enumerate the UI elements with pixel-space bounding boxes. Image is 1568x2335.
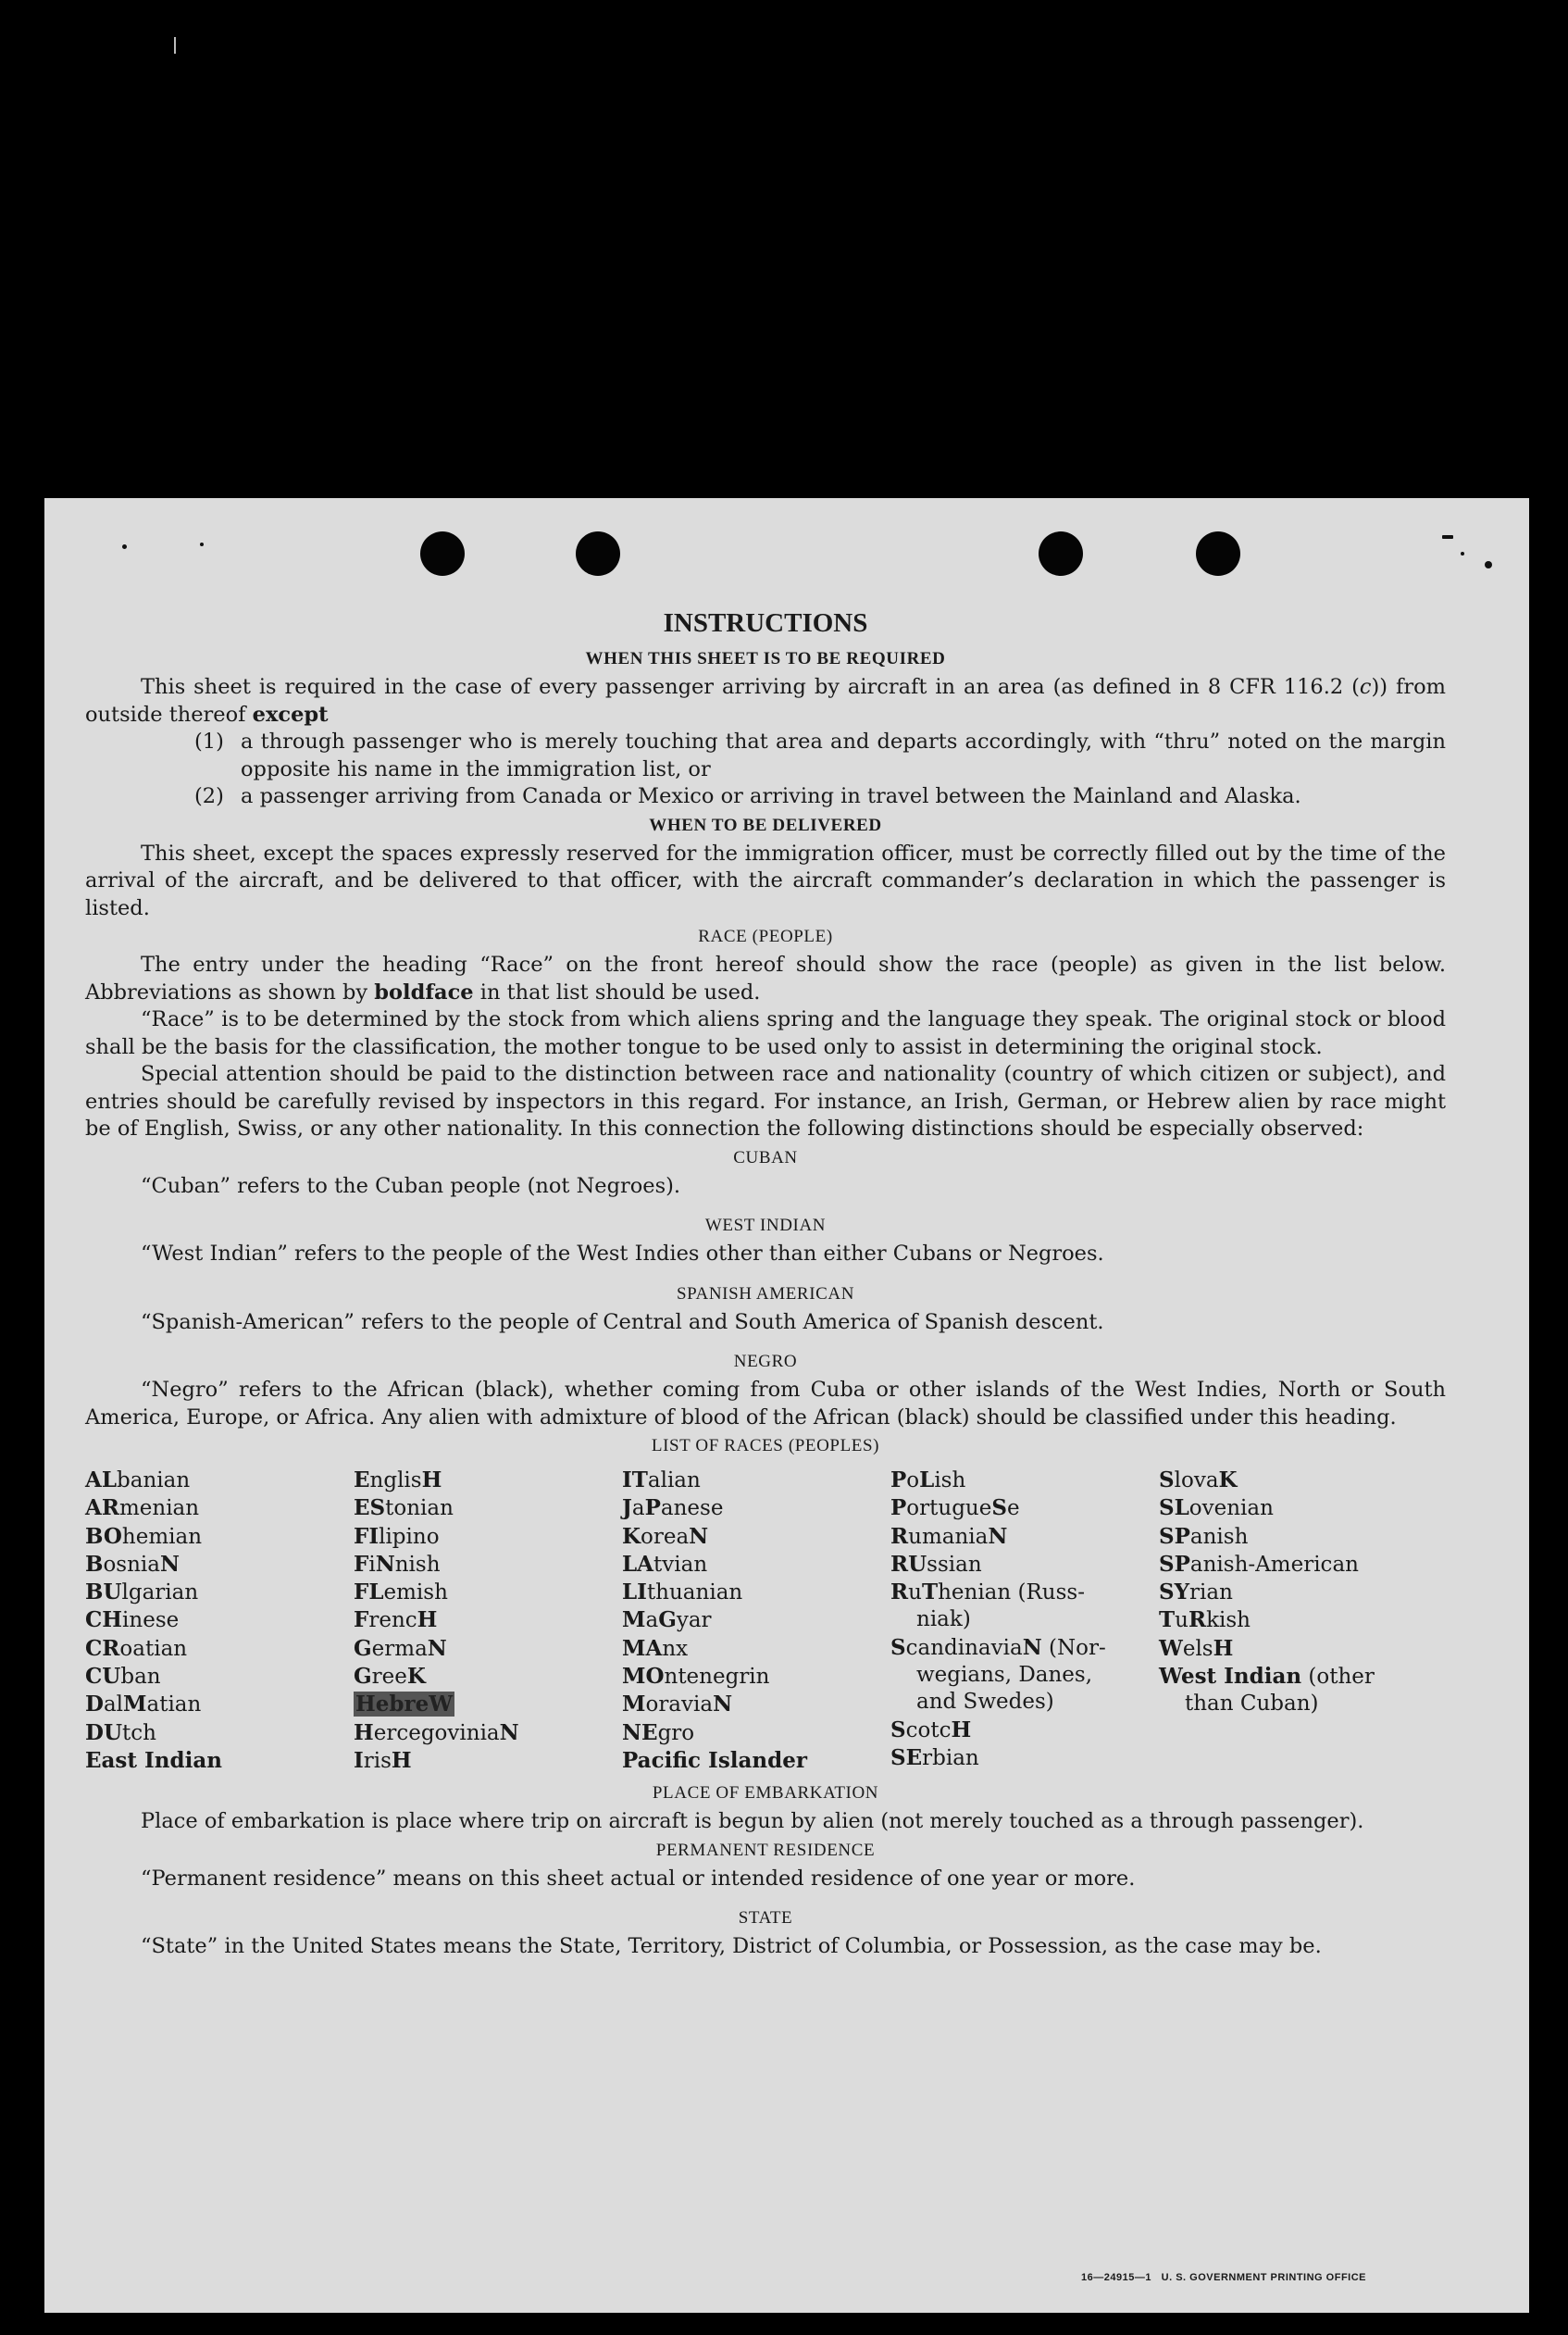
race-text: (other <box>1301 1665 1375 1690</box>
race-entry <box>1159 1606 1427 1634</box>
intro-text: This sheet is required in the case of every passenger arriving by aircraft in an area (as defined in 8 CFR 116.2 ( <box>141 675 1360 699</box>
race-abbreviation: P <box>644 1495 661 1521</box>
race-abbreviation: SE <box>890 1744 923 1770</box>
races-column <box>622 1467 890 1775</box>
race-abbreviation: G <box>658 1607 677 1633</box>
race-abbreviation: FI <box>354 1523 380 1549</box>
race-entry <box>354 1663 622 1691</box>
race-abbreviation: SL <box>1159 1495 1189 1521</box>
heading-when-required: WHEN THIS SHEET IS TO BE REQUIRED <box>585 649 946 668</box>
form-number: 16—24915—1 <box>1081 2272 1151 2283</box>
exception-item-1 <box>194 729 1446 783</box>
race-abbreviation: S <box>1159 1467 1175 1492</box>
race-entry <box>890 1662 1159 1689</box>
race-text: al <box>103 1692 124 1717</box>
race-abbreviation: P <box>890 1495 907 1521</box>
race-entry <box>85 1467 354 1494</box>
race-entry <box>354 1579 622 1606</box>
race-text: cotc <box>905 1717 952 1742</box>
race-abbreviation: H <box>951 1717 972 1742</box>
punch-hole <box>1039 531 1083 576</box>
race-text: ovenian <box>1188 1496 1274 1521</box>
race-text: rbian <box>922 1745 979 1770</box>
race-abbreviation: RU <box>890 1551 927 1577</box>
race-abbreviation: F <box>354 1607 369 1633</box>
intro-bold: except <box>252 702 329 727</box>
race-text: thuanian <box>646 1580 743 1605</box>
race-text: tch <box>122 1720 156 1745</box>
race-entry <box>622 1523 890 1551</box>
race-text: emish <box>383 1580 448 1605</box>
race-text: nx <box>662 1636 689 1661</box>
race-text: orea <box>641 1524 690 1549</box>
race-abbreviation: DU <box>85 1719 123 1745</box>
race-text: henian (Russ- <box>938 1580 1085 1605</box>
race-text: alian <box>647 1468 701 1492</box>
intro-italic: c <box>1359 675 1372 699</box>
race-text: banian <box>117 1468 191 1492</box>
race-abbreviation: CH <box>85 1607 123 1633</box>
race-text: oravia <box>645 1692 714 1717</box>
race-abbreviation: R <box>890 1580 909 1605</box>
race-entry <box>85 1494 354 1522</box>
race-abbreviation: S <box>991 1495 1007 1521</box>
footer-code <box>1081 2272 1366 2283</box>
race-text: ortugue <box>906 1496 992 1521</box>
race-text: tvian <box>653 1552 708 1577</box>
race-entry <box>890 1467 1159 1494</box>
race-abbreviation: T <box>921 1580 939 1605</box>
race-text: erma <box>371 1636 428 1661</box>
race-text: menian <box>118 1496 200 1521</box>
race-text: ssian <box>927 1552 982 1577</box>
race-abbreviation: West Indian <box>1159 1664 1302 1690</box>
item-number: (1) <box>194 730 224 754</box>
race-abbreviation: R <box>890 1523 909 1549</box>
when-required-intro <box>85 674 1446 729</box>
race-text: tonian <box>385 1496 454 1521</box>
item-text: a passenger arriving from Canada or Mexico or arriving in travel between the Mainland and Alaska. <box>241 784 1301 808</box>
race-abbreviation: H <box>1213 1635 1234 1661</box>
race-text: ban <box>120 1665 161 1690</box>
race-text: atian <box>146 1692 202 1717</box>
race-entry <box>1159 1494 1427 1522</box>
race-entry <box>85 1691 354 1718</box>
race-entry <box>1159 1551 1427 1579</box>
race-text: The entry under the heading “Race” on the front hereof should show the race (people) as given in the list below. Abbreviations as shown by <box>85 953 1446 1005</box>
heading-cuban: CUBAN <box>733 1147 798 1168</box>
intro-text: )) from outside thereof <box>85 675 1446 727</box>
heading-race: RACE (PEOPLE) <box>698 927 833 946</box>
races-list <box>85 1467 1446 1775</box>
race-abbreviation: CR <box>85 1635 120 1661</box>
race-text: ris <box>363 1748 392 1773</box>
race-text: anish-American <box>1189 1552 1359 1577</box>
race-abbreviation: HebreW <box>355 1692 454 1717</box>
race-entry <box>890 1634 1159 1662</box>
race-entry <box>890 1523 1159 1551</box>
race-abbreviation: L <box>919 1467 935 1492</box>
instruction-sheet <box>44 498 1529 2313</box>
race-entry <box>622 1663 890 1691</box>
page-title: INSTRUCTIONS <box>663 608 868 638</box>
race-abbreviation: I <box>354 1747 364 1773</box>
race-entry <box>85 1606 354 1634</box>
speck <box>1485 561 1492 568</box>
race-abbreviation: AL <box>85 1467 118 1492</box>
race-entry <box>890 1689 1159 1716</box>
embarkation-text: Place of embarkation is place where trip on aircraft is begun by alien (not merely touched as a through passenger). <box>141 1809 1364 1834</box>
exception-item-2 <box>194 783 1446 811</box>
race-abbreviation: D <box>85 1692 104 1717</box>
item-text: a through passenger who is merely touching that area and departs accordingly, with “thru” noted on the margin opposite his name in the immigration list, or <box>241 730 1446 781</box>
race-text: wegians, Danes, <box>916 1663 1093 1688</box>
race-text: nish <box>394 1552 441 1577</box>
race-abbreviation: M <box>622 1692 646 1717</box>
speck <box>1442 535 1453 539</box>
race-text: in that list should be used. <box>473 980 761 1005</box>
when-delivered-text: This sheet, except the spaces expressly reserved for the immigration officer, must be correctly filled out by the time of the arrival of the aircraft, and be delivered to that officer, with the aircraft commander’s declaration in which the passenger is listed. <box>85 841 1446 920</box>
race-abbreviation: BU <box>85 1580 122 1605</box>
race-abbreviation: M <box>123 1692 147 1717</box>
scan-mark <box>174 37 176 54</box>
race-abbreviation: H <box>354 1719 374 1745</box>
race-abbreviation: BO <box>85 1523 122 1549</box>
race-entry <box>622 1635 890 1663</box>
races-column <box>85 1467 354 1775</box>
race-abbreviation: N <box>713 1692 733 1717</box>
race-text: anese <box>660 1496 724 1521</box>
race-entry <box>622 1494 890 1522</box>
heading-state: STATE <box>738 1908 793 1929</box>
race-entry <box>85 1663 354 1691</box>
race-text: o <box>906 1468 920 1492</box>
race-abbreviation: NE <box>622 1719 658 1745</box>
negro-text: “Negro” refers to the African (black), whether coming from Cuba or other islands of the West Indies, North or South America, Europe, or Africa. Any alien with admixture of blood of the African (black) should be classified under this heading. <box>85 1378 1446 1430</box>
race-text: e <box>1006 1496 1020 1521</box>
race-paragraph-3: Special attention should be paid to the distinction between race and nationality (country of which citizen or subject), and entries should be carefully revised by inspectors in this regard. For instance, an Irish, German, or Hebrew alien by race might be of English, Swiss, or any other nationality. In this connection the following distinctions should be especially observed: <box>85 1062 1446 1141</box>
race-text: oatian <box>119 1636 188 1661</box>
race-abbreviation: N <box>499 1719 519 1745</box>
cuban-text: “Cuban” refers to the Cuban people (not Negroes). <box>141 1173 681 1198</box>
race-text: els <box>1182 1636 1213 1661</box>
race-text: inese <box>122 1608 180 1633</box>
race-abbreviation: S <box>890 1634 906 1660</box>
race-entry <box>354 1551 622 1579</box>
race-text: a <box>645 1608 659 1633</box>
race-abbreviation: IT <box>622 1467 648 1492</box>
race-abbreviation: SY <box>1159 1580 1190 1605</box>
race-abbreviation: T <box>1159 1607 1176 1633</box>
heading-west-indian: WEST INDIAN <box>704 1216 827 1235</box>
race-text: kish <box>1206 1608 1251 1633</box>
race-text: lova <box>1174 1468 1219 1492</box>
race-text: candinavia <box>905 1635 1023 1660</box>
race-abbreviation: S <box>890 1717 906 1742</box>
race-entry <box>890 1579 1159 1606</box>
race-entry <box>890 1606 1159 1633</box>
race-entry <box>354 1523 622 1551</box>
race-abbreviation: N <box>427 1635 447 1661</box>
race-entry <box>622 1691 890 1718</box>
race-abbreviation: N <box>1022 1634 1042 1660</box>
race-abbreviation: G <box>354 1635 372 1661</box>
spanish-american-text: “Spanish-American” refers to the people of Central and South America of Spanish descent. <box>141 1309 1104 1334</box>
race-text: nglis <box>369 1468 422 1492</box>
race-text: anish <box>1189 1524 1249 1549</box>
race-entry <box>890 1717 1159 1744</box>
race-entry <box>622 1551 890 1579</box>
heading-when-delivered: WHEN TO BE DELIVERED <box>649 815 882 835</box>
heading-spanish-american: SPANISH AMERICAN <box>676 1283 855 1304</box>
west-indian-text: “West Indian” refers to the people of the West Indies other than either Cubans or Negroes. <box>141 1242 1104 1266</box>
race-abbreviation: LA <box>622 1551 654 1577</box>
race-entry <box>622 1467 890 1494</box>
race-entry <box>354 1606 622 1634</box>
punch-hole <box>1196 531 1240 576</box>
heading-list-of-races: LIST OF RACES (PEOPLES) <box>651 1436 880 1455</box>
race-abbreviation: MO <box>622 1664 665 1690</box>
race-abbreviation: H <box>391 1747 412 1773</box>
race-abbreviation: E <box>354 1467 370 1492</box>
race-entry <box>85 1579 354 1606</box>
instructions-body <box>85 607 1446 1961</box>
printer-credit: U. S. GOVERNMENT PRINTING OFFICE <box>1161 2272 1366 2283</box>
race-abbreviation: W <box>1159 1635 1183 1661</box>
race-entry <box>85 1747 354 1775</box>
race-text: lgarian <box>121 1580 199 1605</box>
race-entry <box>890 1744 1159 1772</box>
race-abbreviation: N <box>988 1523 1008 1549</box>
race-abbreviation: LI <box>622 1580 647 1605</box>
race-abbreviation: K <box>622 1523 641 1549</box>
race-entry <box>1159 1579 1427 1606</box>
race-bold: boldface <box>374 980 474 1005</box>
race-abbreviation: CU <box>85 1664 121 1690</box>
race-text: ish <box>934 1468 966 1492</box>
race-text: hemian <box>121 1524 203 1549</box>
race-abbreviation: N <box>689 1523 709 1549</box>
race-entry <box>622 1747 890 1775</box>
race-text: umania <box>908 1524 989 1549</box>
race-entry <box>622 1719 890 1747</box>
race-abbreviation: East Indian <box>85 1747 222 1773</box>
race-abbreviation: H <box>417 1607 438 1633</box>
punch-hole <box>420 531 465 576</box>
race-abbreviation: K <box>406 1664 426 1690</box>
item-number: (2) <box>194 784 224 808</box>
race-abbreviation: P <box>890 1467 907 1492</box>
race-abbreviation: FL <box>354 1580 384 1605</box>
race-entry <box>622 1606 890 1634</box>
race-entry <box>1159 1523 1427 1551</box>
race-entry <box>1159 1635 1427 1663</box>
race-abbreviation: N <box>160 1551 180 1577</box>
race-abbreviation: R <box>1188 1607 1207 1633</box>
race-abbreviation: Pacific Islander <box>622 1747 807 1773</box>
race-entry <box>890 1551 1159 1579</box>
race-abbreviation: MA <box>622 1635 663 1661</box>
permanent-residence-text: “Permanent residence” means on this sheet actual or intended residence of one year or more. <box>141 1866 1136 1891</box>
race-entry <box>85 1551 354 1579</box>
race-text: rian <box>1189 1580 1233 1605</box>
race-abbreviation: N <box>375 1551 395 1577</box>
race-abbreviation: AR <box>85 1495 119 1521</box>
race-text: yar <box>676 1608 712 1633</box>
race-paragraph-2: “Race” is to be determined by the stock from which aliens spring and the language they speak. The original stock or blood shall be the basis for the classification, the mother tongue to be used only to assist in determining the original stock. <box>85 1007 1446 1059</box>
races-column <box>1159 1467 1427 1775</box>
race-abbreviation: B <box>85 1551 104 1577</box>
race-text: and Swedes) <box>916 1690 1054 1715</box>
race-text: osnia <box>103 1552 160 1577</box>
race-entry <box>354 1467 622 1494</box>
race-entry <box>1159 1691 1427 1717</box>
race-abbreviation: ES <box>354 1495 386 1521</box>
punch-hole <box>576 531 620 576</box>
race-text: lipino <box>379 1524 440 1549</box>
race-entry <box>890 1494 1159 1522</box>
speck <box>200 543 204 546</box>
state-text: “State” in the United States means the State, Territory, District of Columbia, or Possession, as the case may be. <box>141 1934 1322 1959</box>
race-abbreviation: K <box>1218 1467 1238 1492</box>
speck <box>122 544 127 549</box>
race-text: gro <box>657 1720 695 1745</box>
race-entry <box>354 1635 622 1663</box>
race-entry <box>354 1719 622 1747</box>
race-entry <box>1159 1467 1427 1494</box>
race-text: a <box>631 1496 645 1521</box>
race-text: than Cuban) <box>1185 1692 1319 1717</box>
speck <box>1461 552 1464 556</box>
race-text: renc <box>368 1608 417 1633</box>
race-abbreviation: SP <box>1159 1551 1190 1577</box>
races-column <box>354 1467 622 1775</box>
race-abbreviation: M <box>622 1607 646 1633</box>
races-column <box>890 1467 1159 1775</box>
race-text: u <box>1175 1608 1188 1633</box>
race-entry <box>354 1494 622 1522</box>
race-text: ree <box>371 1665 407 1690</box>
heading-permanent-residence: PERMANENT RESIDENCE <box>655 1840 876 1860</box>
race-paragraph-1 <box>85 952 1446 1006</box>
heading-embarkation: PLACE OF EMBARKATION <box>652 1783 879 1804</box>
race-entry <box>354 1747 622 1775</box>
heading-negro: NEGRO <box>733 1352 798 1371</box>
race-entry <box>622 1579 890 1606</box>
race-abbreviation: SP <box>1159 1523 1190 1549</box>
race-abbreviation: G <box>354 1664 372 1690</box>
race-entry <box>85 1719 354 1747</box>
race-entry <box>354 1691 622 1718</box>
race-text: ercegovinia <box>373 1720 500 1745</box>
race-entry <box>1159 1663 1427 1691</box>
race-abbreviation: F <box>354 1551 369 1577</box>
race-entry <box>85 1523 354 1551</box>
race-text: i <box>368 1552 376 1577</box>
race-text: (Nor- <box>1041 1635 1106 1660</box>
race-abbreviation: J <box>622 1495 632 1521</box>
race-text: ntenegrin <box>664 1665 770 1690</box>
race-text: u <box>908 1580 922 1605</box>
race-text: niak) <box>916 1607 971 1632</box>
race-entry <box>85 1635 354 1663</box>
race-abbreviation: H <box>421 1467 442 1492</box>
